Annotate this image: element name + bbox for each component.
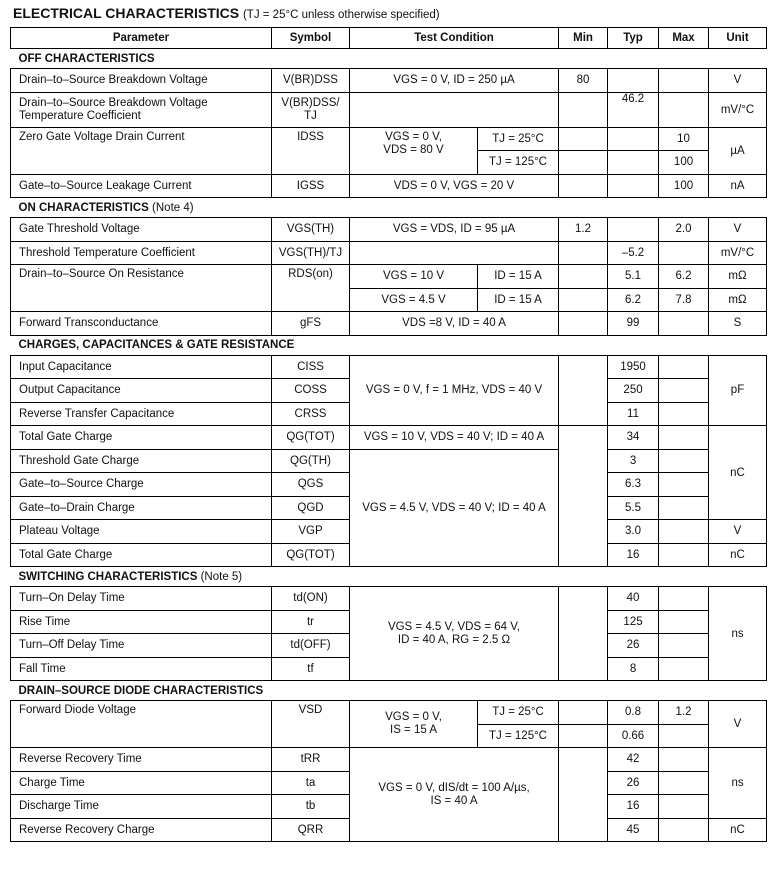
table-row — [11, 69, 767, 93]
max — [659, 69, 709, 93]
typ — [608, 151, 659, 175]
condition — [350, 748, 559, 842]
max — [659, 92, 709, 127]
symbol: COSS — [272, 379, 350, 403]
unit: pF — [709, 355, 767, 426]
max — [659, 379, 709, 403]
typ — [608, 174, 659, 198]
typ — [608, 218, 659, 242]
condition: VDS = 0 V, VGS = 20 V — [350, 174, 559, 198]
param: Output Capacitance — [11, 379, 272, 403]
param: Fall Time — [11, 657, 272, 681]
unit: mΩ — [709, 265, 767, 289]
max — [659, 771, 709, 795]
param-line: Drain–to–Source Breakdown Voltage — [19, 96, 208, 109]
condition-temp: TJ = 25°C — [478, 127, 559, 151]
symbol: tf — [272, 657, 350, 681]
unit: mV/°C — [709, 92, 767, 127]
max — [659, 724, 709, 748]
header-unit: Unit — [709, 28, 767, 49]
min — [559, 151, 608, 175]
param: Reverse Transfer Capacitance — [11, 402, 272, 426]
typ: 99 — [608, 312, 659, 336]
section-title-text: SWITCHING CHARACTERISTICS — [18, 570, 198, 583]
condition: VGS = 4.5 V, VDS = 40 V; ID = 40 A — [350, 449, 559, 567]
min — [559, 127, 608, 151]
symbol: QG(TH) — [272, 449, 350, 473]
condition-temp: TJ = 125°C — [478, 151, 559, 175]
min — [559, 701, 608, 725]
symbol: QGD — [272, 496, 350, 520]
condition — [350, 701, 478, 748]
symbol: RDS(on) — [272, 265, 350, 312]
param: Drain–to–Source On Resistance — [11, 265, 272, 312]
param: Total Gate Charge — [11, 426, 272, 450]
typ: 0.8 — [608, 701, 659, 725]
symbol-line: V(BR)DSS/ — [281, 96, 340, 109]
typ: 0.66 — [608, 724, 659, 748]
unit: S — [709, 312, 767, 336]
max — [659, 520, 709, 544]
header-max: Max — [659, 28, 709, 49]
condition: VGS = 0 V, ID = 250 µA — [350, 69, 559, 93]
max: 6.2 — [659, 265, 709, 289]
symbol: tRR — [272, 748, 350, 772]
param: Gate–to–Source Leakage Current — [11, 174, 272, 198]
param: Charge Time — [11, 771, 272, 795]
condition: VGS = 10 V — [350, 265, 478, 289]
max: 2.0 — [659, 218, 709, 242]
min — [559, 92, 608, 127]
unit: V — [709, 69, 767, 93]
header-min: Min — [559, 28, 608, 49]
symbol: QGS — [272, 473, 350, 497]
max: 100 — [659, 174, 709, 198]
condition-line: IS = 15 A — [390, 724, 437, 736]
condition-line: VGS = 0 V, — [385, 711, 442, 723]
typ: 26 — [608, 771, 659, 795]
max — [659, 748, 709, 772]
typ — [608, 127, 659, 151]
min — [559, 426, 608, 567]
section-title — [11, 567, 767, 587]
table-row — [11, 92, 767, 127]
condition: ID = 15 A — [478, 265, 559, 289]
typ: 26 — [608, 634, 659, 658]
section-title: OFF CHARACTERISTICS — [11, 49, 767, 69]
typ: 3 — [608, 449, 659, 473]
unit: mΩ — [709, 288, 767, 312]
param: Threshold Gate Charge — [11, 449, 272, 473]
typ: 1950 — [608, 355, 659, 379]
typ: 16 — [608, 795, 659, 819]
param: Turn–On Delay Time — [11, 587, 272, 611]
section-note: (Note 5) — [200, 570, 243, 583]
typ: 6.3 — [608, 473, 659, 497]
min — [559, 724, 608, 748]
table-row — [11, 701, 767, 725]
param: Drain–to–Source Breakdown Voltage — [11, 69, 272, 93]
min: 80 — [559, 69, 608, 93]
title-note: (TJ = 25°C unless otherwise specified) — [242, 9, 440, 21]
header-parameter: Parameter — [11, 28, 272, 49]
min — [559, 587, 608, 681]
min — [559, 241, 608, 265]
header-row — [11, 28, 767, 49]
max — [659, 312, 709, 336]
min — [559, 288, 608, 312]
max — [659, 657, 709, 681]
typ: 8 — [608, 657, 659, 681]
param: Rise Time — [11, 610, 272, 634]
param: Plateau Voltage — [11, 520, 272, 544]
section-on — [11, 198, 767, 218]
condition-line: VGS = 0 V, — [385, 130, 442, 143]
max — [659, 543, 709, 567]
param: Reverse Recovery Time — [11, 748, 272, 772]
section-title: DRAIN–SOURCE DIODE CHARACTERISTICS — [11, 681, 767, 701]
table-row — [11, 241, 767, 265]
param: Turn–Off Delay Time — [11, 634, 272, 658]
symbol: tr — [272, 610, 350, 634]
unit: nC — [709, 426, 767, 520]
condition: VGS = 10 V, VDS = 40 V; ID = 40 A — [350, 426, 559, 450]
max — [659, 449, 709, 473]
section-diode — [11, 681, 767, 701]
typ: 42 — [608, 748, 659, 772]
unit: nC — [709, 543, 767, 567]
condition-line: VGS = 4.5 V, VDS = 64 V, — [387, 620, 521, 633]
max — [659, 587, 709, 611]
typ: 3.0 — [608, 520, 659, 544]
max: 1.2 — [659, 701, 709, 725]
symbol: td(ON) — [272, 587, 350, 611]
unit: nA — [709, 174, 767, 198]
symbol-line: TJ — [304, 109, 317, 122]
symbol: IDSS — [272, 127, 350, 174]
condition-line: VGS = 0 V, dIS/dt = 100 A/µs, — [378, 781, 530, 794]
title-text: ELECTRICAL CHARACTERISTICS — [13, 5, 240, 21]
section-title — [11, 198, 767, 218]
min: 1.2 — [559, 218, 608, 242]
unit: V — [709, 218, 767, 242]
param: Input Capacitance — [11, 355, 272, 379]
max — [659, 426, 709, 450]
param: Discharge Time — [11, 795, 272, 819]
condition — [350, 241, 559, 265]
typ: –5.2 — [608, 241, 659, 265]
table-row — [11, 355, 767, 379]
symbol: td(OFF) — [272, 634, 350, 658]
unit: µA — [709, 127, 767, 174]
param — [11, 92, 272, 127]
table-row — [11, 449, 767, 473]
table-row — [11, 312, 767, 336]
param: Forward Transconductance — [11, 312, 272, 336]
min — [559, 748, 608, 842]
electrical-characteristics-table — [10, 27, 767, 842]
section-off — [11, 49, 767, 69]
condition-line: IS = 40 A — [430, 794, 478, 807]
condition-line: VDS = 80 V — [383, 143, 444, 156]
symbol: VGS(TH)/TJ — [272, 241, 350, 265]
section-title: CHARGES, CAPACITANCES & GATE RESISTANCE — [11, 335, 767, 355]
symbol: VGS(TH) — [272, 218, 350, 242]
max — [659, 355, 709, 379]
symbol: QG(TOT) — [272, 543, 350, 567]
symbol: tb — [272, 795, 350, 819]
condition-temp: TJ = 25°C — [478, 701, 559, 725]
condition: VGS = VDS, ID = 95 µA — [350, 218, 559, 242]
section-switching — [11, 567, 767, 587]
table-row — [11, 426, 767, 450]
table-row — [11, 587, 767, 611]
unit: mV/°C — [709, 241, 767, 265]
param: Threshold Temperature Coefficient — [11, 241, 272, 265]
typ: 45 — [608, 818, 659, 842]
table-row — [11, 748, 767, 772]
typ: 250 — [608, 379, 659, 403]
max: 10 — [659, 127, 709, 151]
typ: 5.1 — [608, 265, 659, 289]
header-symbol: Symbol — [272, 28, 350, 49]
table-title — [13, 5, 440, 21]
symbol: CISS — [272, 355, 350, 379]
symbol: QG(TOT) — [272, 426, 350, 450]
max — [659, 473, 709, 497]
max — [659, 496, 709, 520]
condition-line: ID = 40 A, RG = 2.5 Ω — [397, 633, 511, 646]
param: Total Gate Charge — [11, 543, 272, 567]
max — [659, 402, 709, 426]
condition: VGS = 0 V, f = 1 MHz, VDS = 40 V — [350, 355, 559, 426]
unit: V — [709, 520, 767, 544]
condition-temp: TJ = 125°C — [478, 724, 559, 748]
typ: 46.2 — [608, 92, 659, 127]
header-test-condition: Test Condition — [350, 28, 559, 49]
unit: nC — [709, 818, 767, 842]
unit: ns — [709, 748, 767, 819]
symbol: QRR — [272, 818, 350, 842]
condition: ID = 15 A — [478, 288, 559, 312]
table-row — [11, 218, 767, 242]
symbol: ta — [272, 771, 350, 795]
symbol: gFS — [272, 312, 350, 336]
max — [659, 241, 709, 265]
unit: ns — [709, 587, 767, 681]
unit: V — [709, 701, 767, 748]
condition — [350, 127, 478, 174]
table-row — [11, 174, 767, 198]
max — [659, 795, 709, 819]
max — [659, 610, 709, 634]
typ — [608, 69, 659, 93]
min — [559, 312, 608, 336]
condition: VDS =8 V, ID = 40 A — [350, 312, 559, 336]
param: Gate–to–Source Charge — [11, 473, 272, 497]
symbol: V(BR)DSS — [272, 69, 350, 93]
header-typ: Typ — [608, 28, 659, 49]
max: 100 — [659, 151, 709, 175]
table-row — [11, 127, 767, 151]
typ: 34 — [608, 426, 659, 450]
max — [659, 634, 709, 658]
symbol: IGSS — [272, 174, 350, 198]
symbol: VSD — [272, 701, 350, 748]
symbol — [272, 92, 350, 127]
typ: 40 — [608, 587, 659, 611]
min — [559, 174, 608, 198]
max: 7.8 — [659, 288, 709, 312]
param: Gate–to–Drain Charge — [11, 496, 272, 520]
condition: VGS = 4.5 V — [350, 288, 478, 312]
param: Forward Diode Voltage — [11, 701, 272, 748]
typ: 125 — [608, 610, 659, 634]
param-line: Temperature Coefficient — [19, 109, 141, 122]
typ: 16 — [608, 543, 659, 567]
condition — [350, 587, 559, 681]
min — [559, 265, 608, 289]
section-note: (Note 4) — [152, 201, 194, 214]
param: Reverse Recovery Charge — [11, 818, 272, 842]
table-row — [11, 265, 767, 289]
section-charges — [11, 335, 767, 355]
section-title-text: ON CHARACTERISTICS — [18, 201, 149, 214]
symbol: VGP — [272, 520, 350, 544]
typ: 5.5 — [608, 496, 659, 520]
param: Zero Gate Voltage Drain Current — [11, 127, 272, 174]
typ: 6.2 — [608, 288, 659, 312]
param: Gate Threshold Voltage — [11, 218, 272, 242]
max — [659, 818, 709, 842]
symbol: CRSS — [272, 402, 350, 426]
condition — [350, 92, 559, 127]
typ: 11 — [608, 402, 659, 426]
min — [559, 355, 608, 426]
